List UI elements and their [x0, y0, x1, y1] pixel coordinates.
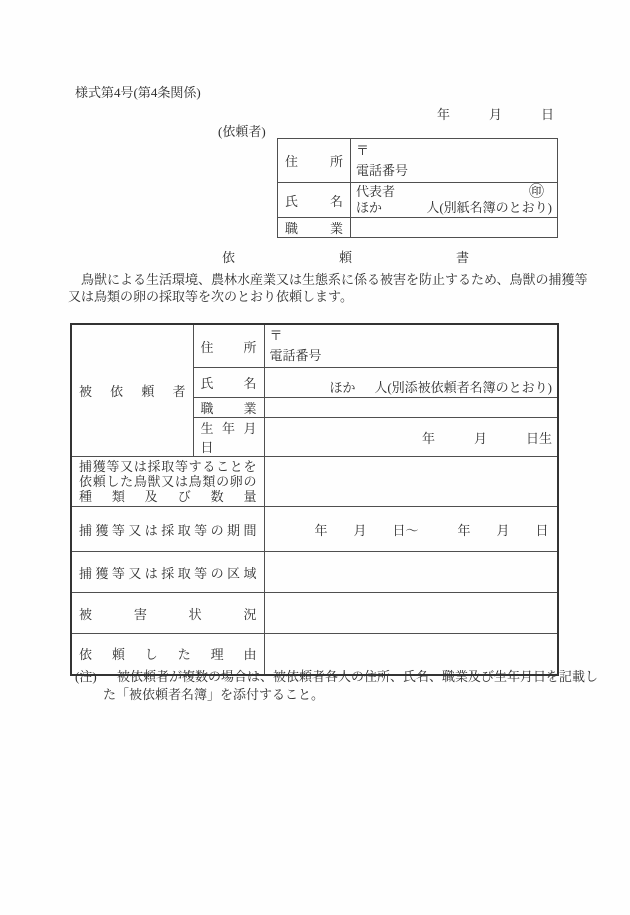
reason-label: 依 頼 し た 理 由: [71, 634, 264, 675]
area-label: 捕 獲 等 又 は 採 取 等 の 区 域: [71, 552, 264, 593]
requestee-address-cell: [264, 324, 558, 368]
body-line-2: 又は鳥類の卵の採取等を次のとおり依頼します。: [68, 289, 353, 304]
requestee-address-label: 住 所: [193, 324, 264, 368]
species-quantity-cell: [264, 457, 558, 507]
requestee-label: 被 依 頼 者: [71, 324, 193, 457]
requester-address-label: 住 所: [278, 139, 351, 183]
postal-mark-icon: 〒: [356, 142, 370, 158]
seal-icon: ㊞: [528, 184, 544, 200]
date-line: 年 月 日: [437, 107, 555, 122]
requester-name-cell: [351, 183, 558, 218]
requestee-occupation-label: 職 業: [193, 398, 264, 418]
period-label: 捕 獲 等 又 は 採 取 等 の 期 間: [71, 507, 264, 552]
requester-phone-label: 電話番号: [356, 162, 409, 178]
postal-mark-icon: 〒: [269, 328, 283, 343]
requester-occupation-label: 職 業: [278, 218, 351, 238]
document-title: 依 頼 書: [222, 250, 470, 265]
requester-name-label: 氏 名: [278, 183, 351, 218]
requester-occupation-cell: [351, 218, 558, 238]
period-cell: 年 月 日～ 年 月 日: [264, 507, 558, 552]
note-line-1: 被依頼者が複数の場合は、被依頼者各人の住所、氏名、職業及び生年月日を記載し: [117, 669, 599, 684]
requestee-others-suffix: 人(別添被依頼者名簿のとおり): [374, 380, 552, 395]
requester-address-cell: [351, 139, 558, 183]
requester-others-suffix: 人(別紙名簿のとおり): [426, 200, 552, 215]
species-label-line-2: 依頼した鳥獣又は鳥類の卵の: [79, 474, 257, 489]
damage-status-cell: [264, 593, 558, 634]
note-line-2: た「被依頼者名簿」を添付すること。: [103, 687, 325, 702]
requestee-phone-label: 電話番号: [269, 348, 322, 363]
representative-label: 代表者: [356, 184, 396, 199]
body-line-1: 鳥獣による生活環境、農林水産業又は生態系に係る被害を防止するため、鳥獣の捕獲等: [68, 272, 588, 287]
species-label-line-3: 種 類 及 び 数 量: [79, 489, 257, 504]
requestee-occupation-cell: [264, 398, 558, 418]
form-number: 様式第4号(第4条関係): [75, 85, 201, 100]
requestee-birth-cell: 年 月 日生: [264, 418, 558, 457]
main-table: [70, 323, 559, 676]
species-label-line-1: 捕獲等又は採取等することを: [79, 459, 257, 474]
requester-others-prefix: ほか: [356, 200, 383, 215]
note-marker: (注): [75, 669, 97, 684]
requestee-name-label: 氏 名: [193, 368, 264, 398]
requester-table: [277, 138, 558, 238]
damage-status-label: 被 害 状 況: [71, 593, 264, 634]
requester-caption: (依頼者): [218, 124, 266, 139]
requestee-name-cell: [264, 368, 558, 398]
requestee-birth-label: 生 年 月 日: [193, 418, 264, 457]
area-cell: [264, 552, 558, 593]
species-quantity-label: [71, 457, 264, 507]
requestee-others-prefix: ほか: [329, 380, 356, 395]
